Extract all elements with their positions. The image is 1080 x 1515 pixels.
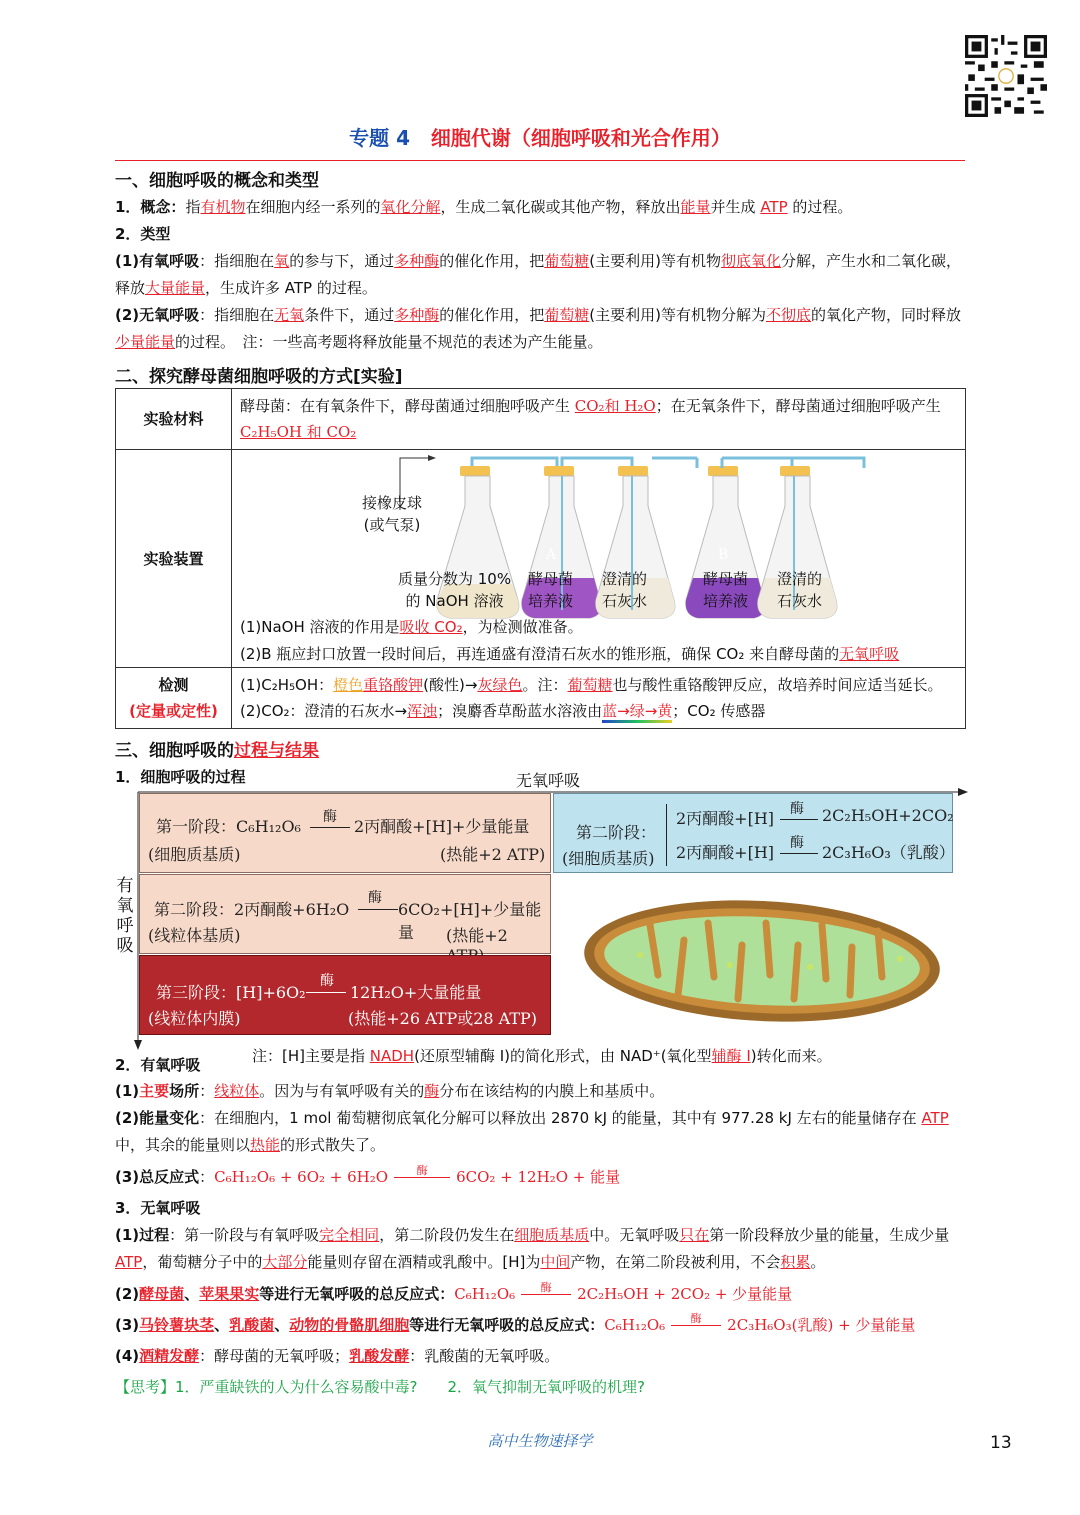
- yeast-caption-a: 酵母菌 培养液: [528, 570, 574, 610]
- anaerobic-label: 无氧呼吸: [516, 771, 581, 790]
- nadh-note: 注：[H]主要是指 NADH(还原型辅酶 I)的简化形式，由 NAD⁺(氧化型辅酶 I)转化而来。: [252, 1047, 832, 1065]
- topic-number: 专题 4: [349, 126, 410, 150]
- aerobic-subheading: 2．有氧呼吸: [115, 1056, 201, 1074]
- naoh-caption: 质量分数为 10% 的 NaOH 溶液: [398, 570, 512, 610]
- flask-a-label: A: [546, 547, 557, 563]
- device-notes: (1)NaOH 溶液的作用是吸收 CO₂，为检测做准备。 (2)B 瓶应封口放置一段时间后，再连通盛有澄清石灰水的锥形瓶，确保 CO₂ 来自酵母菌的无氧呼吸: [240, 618, 900, 663]
- alcohol-equation: (2)酵母菌、苹果果实等进行无氧呼吸的总反应式：C₆H₁₂O₆ 酶 2C₂H₅OH + 2CO₂ + 少量能量: [115, 1281, 793, 1303]
- section2-heading: 二、探究酵母菌细胞呼吸的方式[实验]: [115, 367, 403, 387]
- mitochondrion-image: [580, 895, 945, 1030]
- material-header: 实验材料: [116, 389, 232, 450]
- process-subheading: 1．细胞呼吸的过程: [115, 768, 246, 786]
- footer-brand: 高中生物速择学: [487, 1432, 593, 1450]
- aerobic-equation: (3)总反应式：C₆H₁₂O₆ + 6O₂ + 6H₂O 酶 6CO₂ + 12H₂O + 能量: [115, 1164, 621, 1186]
- device-cell: [232, 450, 966, 668]
- flask-b-label: B: [718, 547, 729, 563]
- stage2-box: 第二阶段：2丙酮酸+6H₂O 酶 6CO₂+[H]+少量能量 (线粒体基质) (热能+2: [139, 874, 551, 954]
- limewater-caption-2: 澄清的 石灰水: [777, 570, 823, 610]
- page-title: [0, 122, 1080, 151]
- types-label: 2．类型: [115, 225, 171, 243]
- lactic-equation: (3)马铃薯块茎、乳酸菌、动物的骨骼肌细胞等进行无氧呼吸的总反应式：C₆H₁₂O₆ 酶 2C₃H₆O₃(乳酸) + 少量能量: [115, 1312, 916, 1334]
- topic-title: 细胞代谢（细胞呼吸和光合作用）: [430, 126, 731, 150]
- concept-line: 1．概念：指有机物在细胞内经一系列的氧化分解，生成二氧化碳或其他产物，释放出能量并生成 ATP 的过程。: [115, 198, 853, 216]
- aerobic-label: 有氧呼吸: [116, 876, 134, 956]
- section3-heading: 三、细胞呼吸的过程与结果: [115, 741, 319, 761]
- aerobic-energy: (2)能量变化：在细胞内，1 mol 葡萄糖彻底氧化分解可以释放出 2870 kJ 的能量，其中有 977.28 kJ 左右的能量储存在 ATP 中，其余的能量则以热能的形式散失了。: [115, 1109, 949, 1154]
- stage1-box: 第一阶段：C₆H₁₂O₆ 酶 2丙酮酸+[H]+少量能量 (细胞质基质) (热能+2 ATP): [139, 793, 551, 873]
- aerobic-definition: (1)有氧呼吸：指细胞在氧的参与下，通过多种酶的催化作用，把葡萄糖(主要利用)等有机物彻底氧化分解，产生水和二氧化碳，释放大量能量，生成许多 ATP 的过程。: [115, 252, 961, 297]
- stage3-box: 第三阶段：[H]+6O₂ 酶 12H₂O+大量能量 (线粒体内膜) (热能+26 ATP或28 ATP): [139, 955, 551, 1035]
- page-number: 13: [990, 1433, 1012, 1453]
- aerobic-location: (1)主要场所：线粒体。因为与有氧呼吸有关的酶分布在该结构的内膜上和基质中。: [115, 1082, 665, 1100]
- material-cell: 酵母菌：在有氧条件下，酵母菌通过细胞呼吸产生 CO₂和 H₂O；在无氧条件下，酵母菌通过细胞呼吸产生 C₂H₅OH 和 CO₂: [232, 389, 966, 450]
- limewater-caption-1: 澄清的 石灰水: [602, 570, 648, 610]
- think-questions: 【思考】1．严重缺铁的人为什么容易酸中毒? 2．氧气抑制无氧呼吸的机理?: [115, 1378, 646, 1396]
- section1-heading: 一、细胞呼吸的概念和类型: [115, 171, 319, 191]
- anaerobic-subheading: 3．无氧呼吸: [115, 1199, 201, 1217]
- anaerobic-process: (1)过程：第一阶段与有氧呼吸完全相同，第二阶段仍发生在细胞质基质中。无氧呼吸只在第一阶段释放少量的能量，生成少量 ATP，葡萄糖分子中的大部分能量则存留在酒精或乳酸中。[H]为中间产物，在第二阶段被利用，不会积累。: [115, 1226, 950, 1271]
- pump-label: 接橡皮球 (或气泵): [362, 494, 423, 534]
- yeast-caption-b: 酵母菌 培养液: [703, 570, 749, 610]
- device-header: 实验装置: [116, 450, 232, 668]
- anaerobic-definition: (2)无氧呼吸：指细胞在无氧条件下，通过多种酶的催化作用，把葡萄糖(主要利用)等有机物分解为不彻底的氧化产物，同时释放少量能量的过程。 注：一些高考题将释放能量不规范的表述为产生能量。: [115, 306, 961, 351]
- detect-header: 检测 (定量或定性): [116, 668, 232, 729]
- fermentation-types: (4)酒精发酵：酵母菌的无氧呼吸；乳酸发酵：乳酸菌的无氧呼吸。: [115, 1347, 560, 1365]
- anaerobic-stage2-box: 第二阶段： (细胞质基质) 2丙酮酸+[H] 酶 2C₂H₅OH+2CO₂ 2丙酮酸+[H] 酶 2C₃H₆O₃（乳酸）: [553, 793, 953, 873]
- experiment-table: [115, 388, 966, 729]
- detect-cell: (1)C₂H₅OH：橙色重铬酸钾(酸性)→灰绿色。注：葡萄糖也与酸性重铬酸钾反应，故培养时间应适当延长。 (2)CO₂：澄清的石灰水→浑浊；溴麝香草酚蓝水溶液由蓝→绿→黄；CO₂ 传感器: [232, 668, 966, 729]
- title-divider: [115, 160, 965, 161]
- qr-code-image: [965, 35, 1047, 117]
